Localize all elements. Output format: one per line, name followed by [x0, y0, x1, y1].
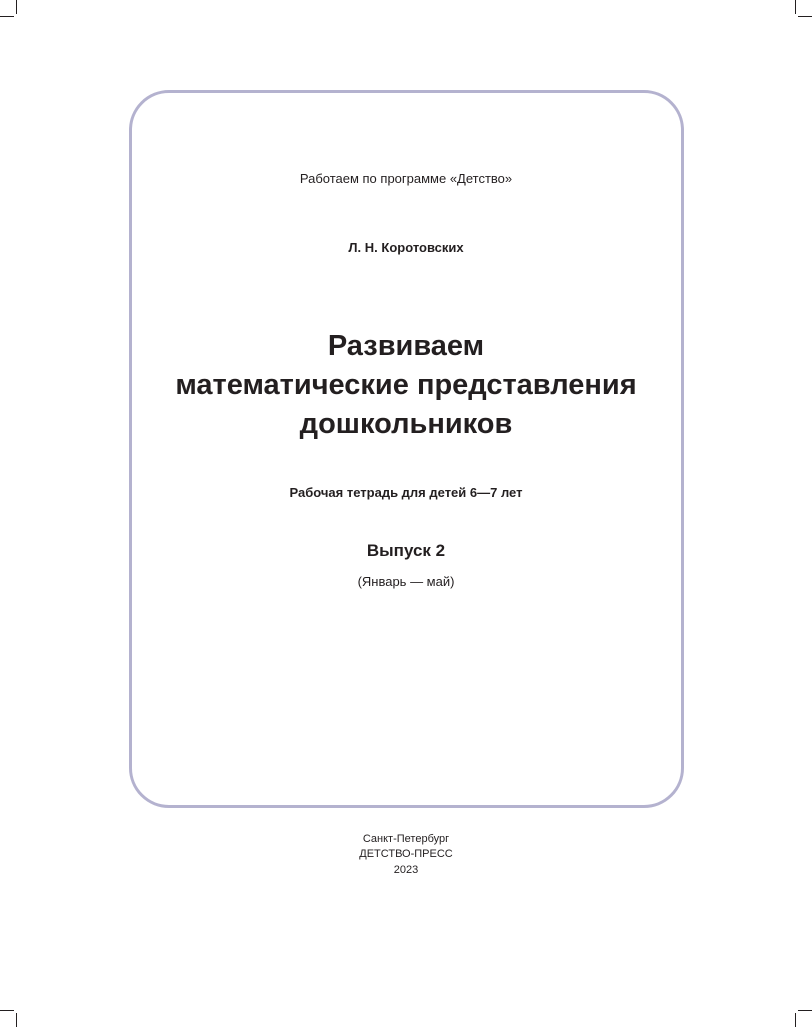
crop-mark-bottom-right [795, 1013, 796, 1027]
imprint-year: 2023 [393, 864, 419, 876]
crop-mark-top-right [795, 0, 796, 14]
imprint-publisher: ДЕТСТВО-ПРЕСС [359, 848, 453, 860]
crop-mark-top-left [16, 0, 17, 14]
book-subtitle: Рабочая тетрадь для детей 6—7 лет [289, 485, 523, 500]
author-name: Л. Н. Коротовских [348, 240, 464, 255]
crop-mark-top-left-horizontal [0, 16, 14, 17]
issue-number: Выпуск 2 [366, 541, 446, 560]
crop-mark-top-right-horizontal [798, 16, 812, 17]
series-line: Работаем по программе «Детство» [299, 171, 513, 186]
imprint-city: Санкт-Петербург [362, 833, 450, 845]
crop-mark-bottom-left-horizontal [0, 1010, 14, 1011]
book-title-line-1: Развиваем [327, 330, 485, 362]
crop-mark-bottom-right-horizontal [798, 1010, 812, 1011]
crop-mark-bottom-left [16, 1013, 17, 1027]
title-frame [129, 90, 684, 808]
book-title-line-2: математические представления [175, 369, 637, 401]
book-title-line-3: дошкольников [299, 408, 513, 440]
issue-months: (Январь — май) [357, 574, 455, 589]
